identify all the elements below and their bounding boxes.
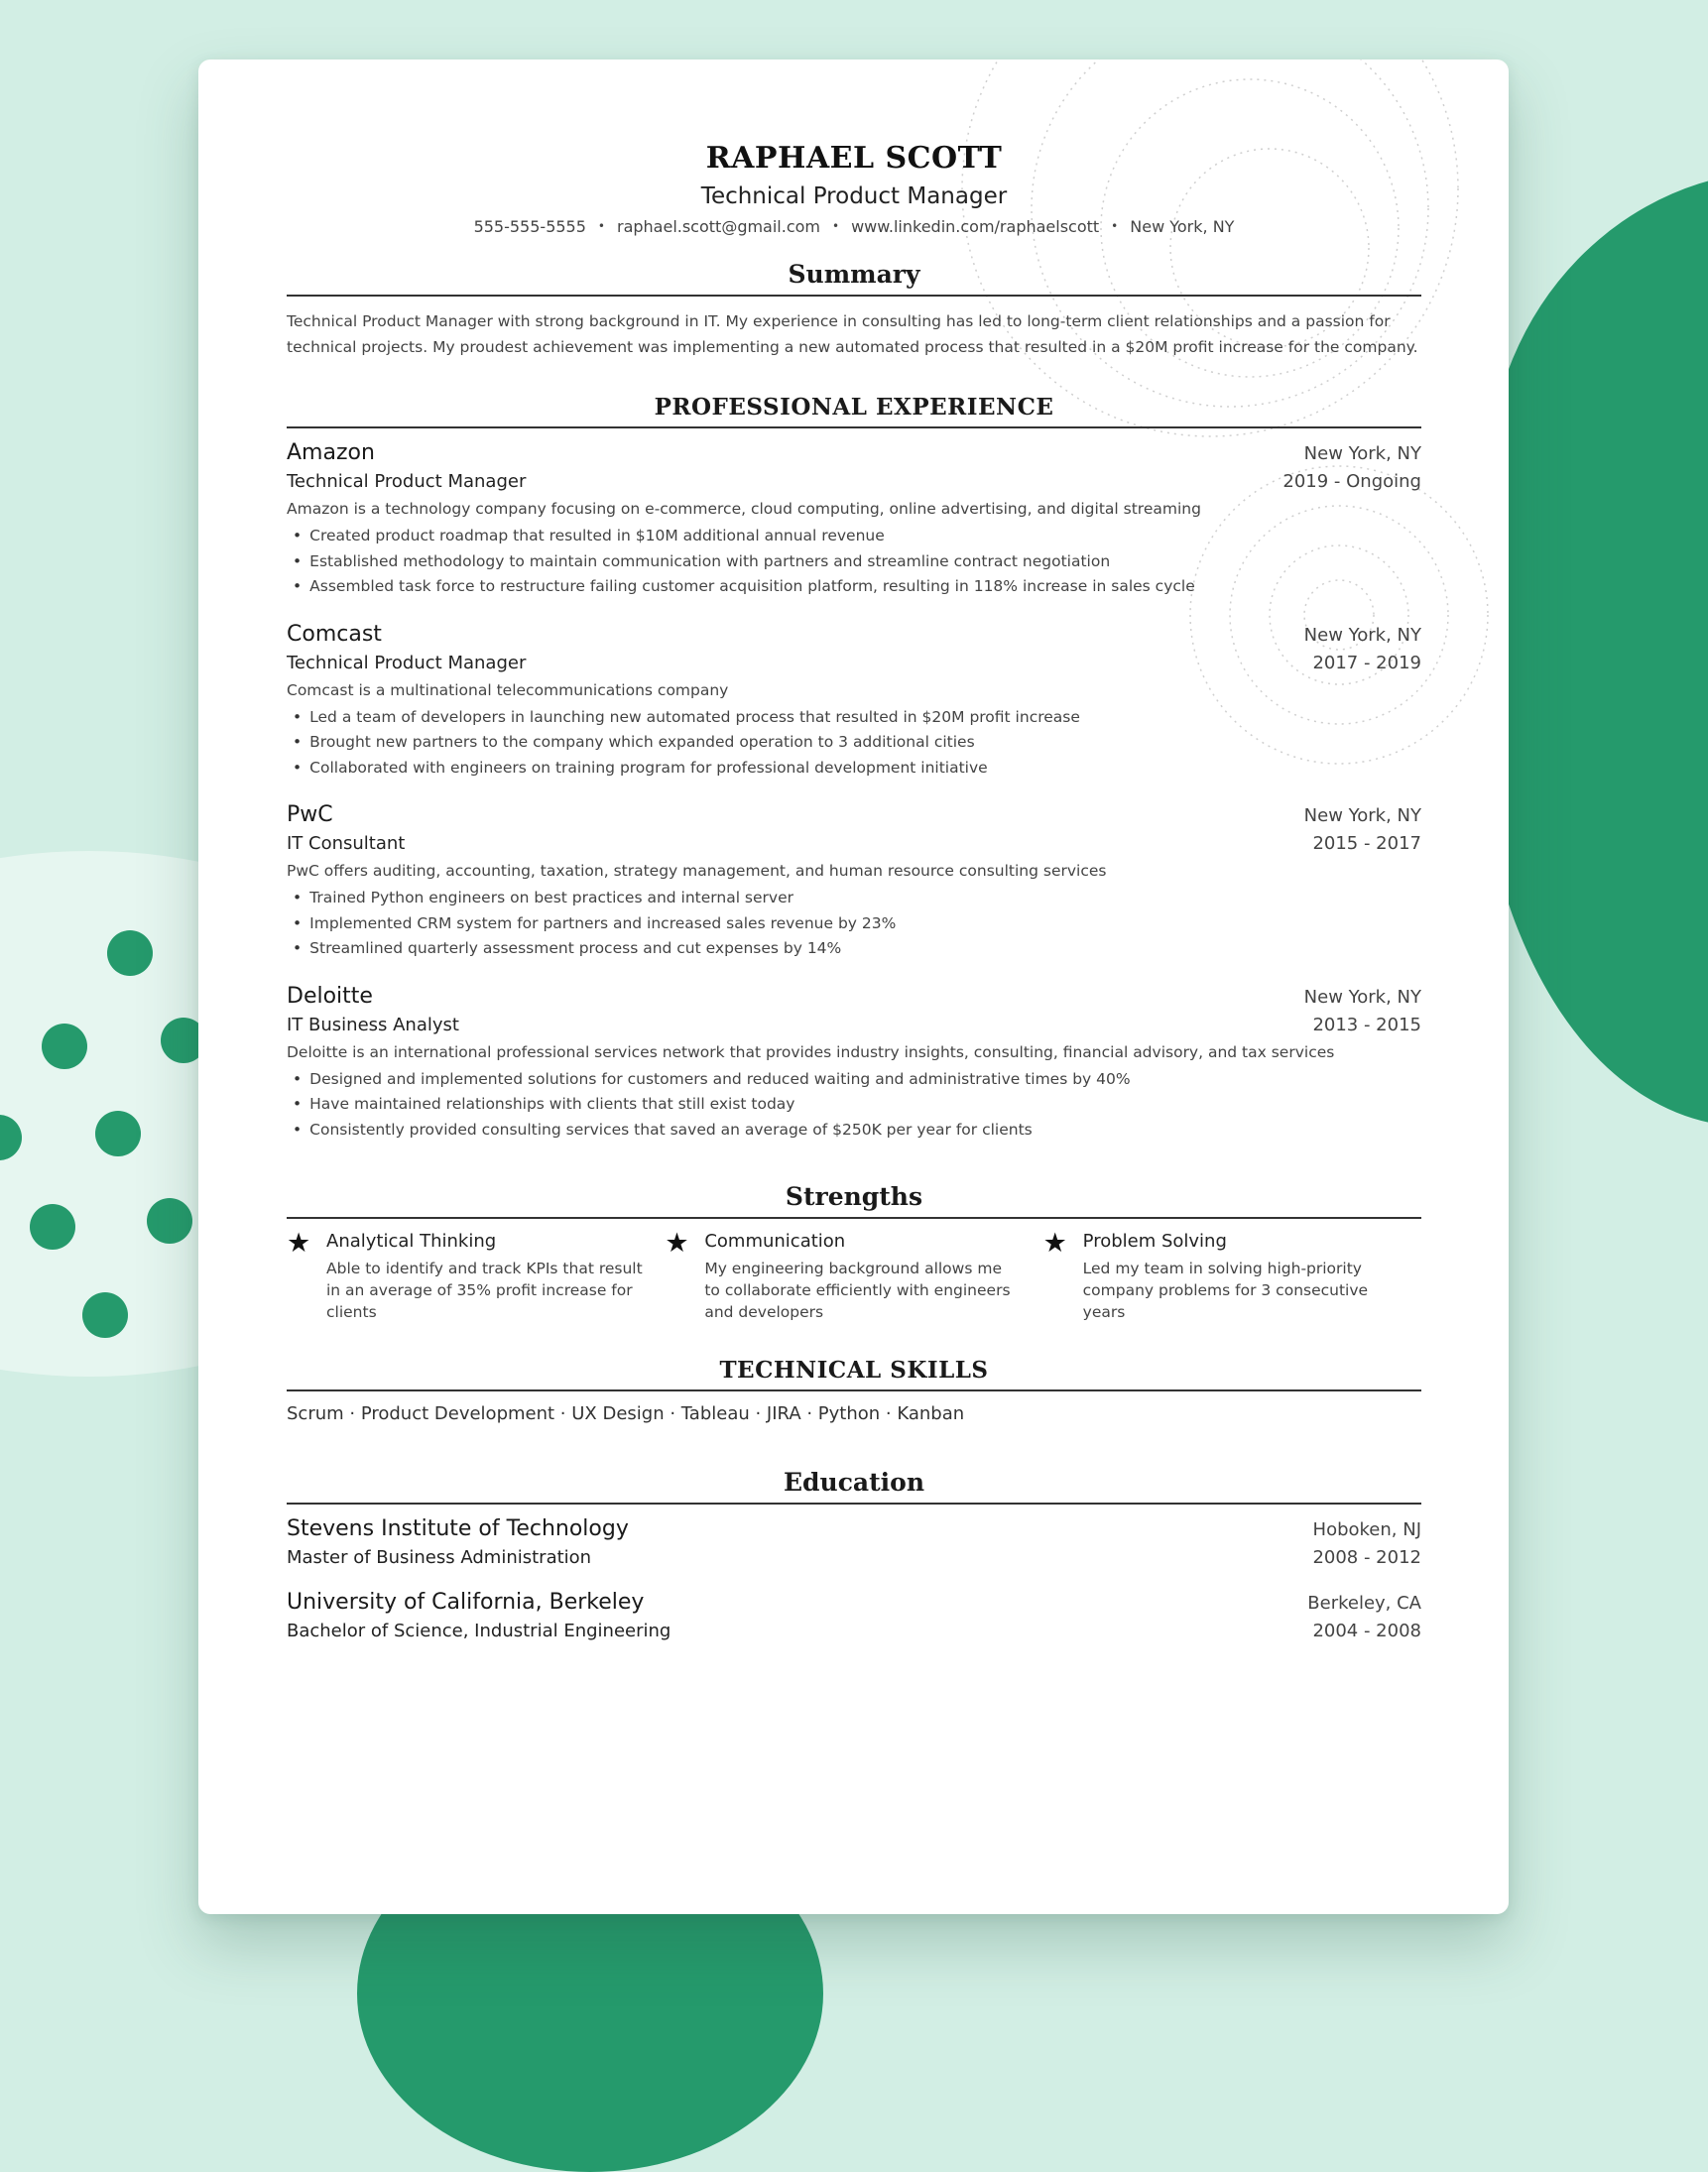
job-dates: 2017 - 2019	[1312, 652, 1421, 673]
job-bullet: • Have maintained relationships with clients that still exist today	[293, 1092, 1421, 1118]
candidate-role: Technical Product Manager	[700, 183, 1008, 209]
job-description: PwC offers auditing, accounting, taxation, strategy management, and human resource consulting services	[287, 862, 1107, 880]
education-location: Hoboken, NJ	[1312, 1519, 1421, 1540]
strengths-list	[287, 1228, 1421, 1323]
job-bullet: • Designed and implemented solutions for customers and reduced waiting and administrative times by 40%	[293, 1067, 1421, 1093]
background-dot	[30, 1204, 75, 1250]
job-bullet: • Trained Python engineers on best practices and internal server	[293, 886, 1421, 911]
job-entry	[287, 622, 1421, 782]
job-company: Amazon	[287, 440, 375, 465]
strength-title: Problem Solving	[1082, 1231, 1227, 1252]
education-entry	[287, 1516, 1421, 1568]
contact-separator: •	[1111, 219, 1119, 233]
job-title: Technical Product Manager	[287, 652, 527, 673]
job-entry	[287, 984, 1421, 1144]
strength-title: Communication	[704, 1231, 846, 1252]
job-bullet: • Implemented CRM system for partners and increased sales revenue by 23%	[293, 911, 1421, 937]
education-dates: 2008 - 2012	[1312, 1547, 1421, 1568]
education-degree: Master of Business Administration	[287, 1547, 592, 1568]
job-bullets	[287, 886, 1421, 962]
resume-content	[287, 141, 1421, 1641]
job-bullets	[287, 705, 1421, 782]
job-title: IT Consultant	[287, 833, 406, 854]
background-dot	[147, 1198, 192, 1244]
contact-linkedin[interactable]: www.linkedin.com/raphaelscott	[851, 217, 1100, 236]
background-dot	[107, 930, 153, 976]
job-bullet: • Consistently provided consulting services that saved an average of $250K per year for clients	[293, 1118, 1421, 1144]
strength-text: Led my team in solving high-priority company problems for 3 consecutive years	[1082, 1260, 1369, 1321]
contact-separator: •	[597, 219, 605, 233]
job-entry	[287, 440, 1421, 600]
contact-line	[287, 217, 1421, 236]
education-school: University of California, Berkeley	[287, 1590, 645, 1615]
job-bullet: • Created product roadmap that resulted in $10M additional annual revenue	[293, 524, 1421, 549]
job-bullet: • Established methodology to maintain communication with partners and streamline contract negotiation	[293, 549, 1421, 575]
job-title: IT Business Analyst	[287, 1014, 459, 1035]
job-bullet: • Led a team of developers in launching new automated process that resulted in $20M profit increase	[293, 705, 1421, 731]
star-icon: ★	[287, 1228, 311, 1259]
education-degree: Bachelor of Science, Industrial Engineering	[287, 1621, 671, 1641]
job-title: Technical Product Manager	[287, 471, 527, 492]
contact-location: New York, NY	[1130, 217, 1235, 236]
job-bullets	[287, 1067, 1421, 1144]
education-location: Berkeley, CA	[1307, 1593, 1421, 1614]
strength-item	[1042, 1228, 1421, 1323]
education-heading: Education	[287, 1468, 1421, 1505]
strength-text: My engineering background allows me to collaborate efficiently with engineers and developers	[704, 1260, 1011, 1321]
education-entry	[287, 1590, 1421, 1641]
job-entry	[287, 802, 1421, 962]
resume-page	[198, 60, 1509, 1914]
job-location: New York, NY	[1303, 624, 1421, 646]
job-description: Deloitte is an international professional services network that provides industry insights, consulting, financial advisory, and tax services	[287, 1042, 1335, 1061]
job-location: New York, NY	[1303, 986, 1421, 1008]
job-dates: 2013 - 2015	[1312, 1014, 1421, 1035]
contact-separator: •	[832, 219, 840, 233]
job-location: New York, NY	[1303, 805, 1421, 826]
job-bullet: • Streamlined quarterly assessment process and cut expenses by 14%	[293, 936, 1421, 962]
strengths-heading: Strengths	[287, 1182, 1421, 1219]
skills-heading: TECHNICAL SKILLS	[287, 1357, 1421, 1391]
job-description: Comcast is a multinational telecommunications company	[287, 680, 729, 699]
education-dates: 2004 - 2008	[1312, 1621, 1421, 1641]
job-company: PwC	[287, 802, 333, 827]
job-bullet: • Assembled task force to restructure failing customer acquisition platform, resulting in 118% increase in sales cycle	[293, 574, 1421, 600]
job-company: Deloitte	[287, 983, 373, 1009]
strength-item	[287, 1228, 665, 1323]
education-school: Stevens Institute of Technology	[287, 1516, 629, 1541]
summary-heading: Summary	[287, 260, 1421, 297]
job-dates: 2019 - Ongoing	[1282, 471, 1421, 492]
background-dot	[82, 1292, 128, 1338]
contact-email[interactable]: raphael.scott@gmail.com	[616, 217, 821, 236]
star-icon: ★	[1042, 1228, 1067, 1259]
job-bullets	[287, 524, 1421, 600]
strength-title: Analytical Thinking	[326, 1231, 497, 1252]
job-bullet: • Collaborated with engineers on training program for professional development initiative	[293, 756, 1421, 782]
experience-heading: PROFESSIONAL EXPERIENCE	[287, 394, 1421, 428]
job-dates: 2015 - 2017	[1312, 833, 1421, 854]
background-dot	[95, 1111, 141, 1156]
strength-item	[665, 1228, 1042, 1323]
background-dot	[42, 1024, 87, 1069]
skills-list: Scrum · Product Development · UX Design · Tableau · JIRA · Python · Kanban	[287, 1403, 965, 1424]
contact-phone: 555-555-5555	[473, 217, 586, 236]
job-bullet: • Brought new partners to the company which expanded operation to 3 additional cities	[293, 730, 1421, 756]
strength-text: Able to identify and track KPIs that result in an average of 35% profit increase for clients	[326, 1260, 643, 1321]
star-icon: ★	[665, 1228, 689, 1259]
job-company: Comcast	[287, 621, 382, 647]
job-description: Amazon is a technology company focusing on e-commerce, cloud computing, online advertising, and digital streaming	[287, 500, 1201, 518]
candidate-name: RAPHAEL SCOTT	[705, 141, 1003, 176]
summary-text: Technical Product Manager with strong background in IT. My experience in consulting has led to long-term client relationships and a passion for technical projects. My proudest achievement was implementing a new automated process that resulted in a $20M profit increase for the company.	[287, 312, 1418, 356]
job-location: New York, NY	[1303, 443, 1421, 464]
